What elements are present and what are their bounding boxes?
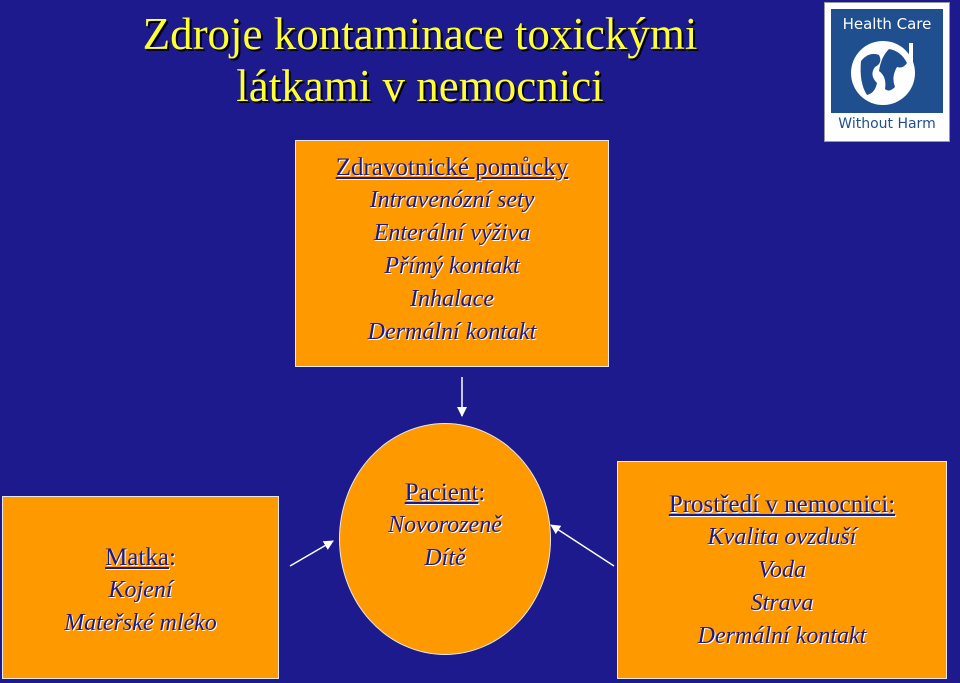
logo-top-text: Health Care [831,15,943,33]
title-line-2: látkami v nemocnici [236,61,604,111]
list-item: Přímý kontakt [384,253,520,279]
arrow-environment-to-patient [551,525,614,566]
mother-heading: Matka: [105,544,176,571]
logo-bottom-text: Without Harm [831,113,943,135]
arrow-mother-to-patient [290,541,333,566]
list-item: Kvalita ovzduší [707,524,857,550]
list-item: Novorozeně [388,512,502,538]
list-item: Dítě [424,545,466,571]
patient-heading: Pacient: [404,479,486,506]
list-item: Voda [758,557,806,583]
list-item: Strava [750,590,814,616]
list-item: Intravenózní sety [369,187,535,213]
hospital-environment-heading: Prostředí v nemocnici: [668,491,896,518]
list-item: Dermální kontakt [697,623,867,649]
list-item: Enterální výživa [373,220,531,246]
list-item: Mateřské mléko [64,610,217,636]
list-item: Dermální kontakt [367,319,537,345]
list-item: Inhalace [410,286,494,312]
medical-devices-heading: Zdravotnické pomůcky [335,154,569,181]
title-line-1: Zdroje kontaminace toxickými [142,9,698,59]
list-item: Kojení [108,577,173,603]
